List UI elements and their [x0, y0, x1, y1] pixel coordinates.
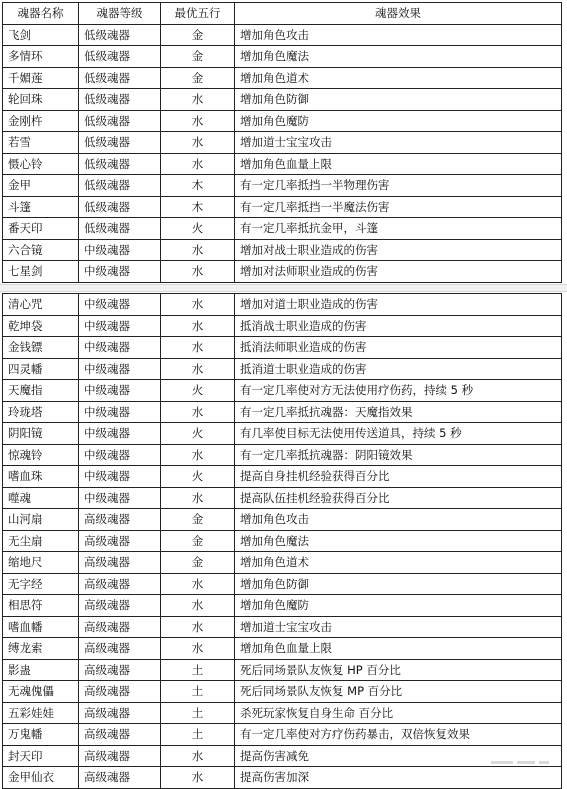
cell-effect: 杀死玩家恢复自身生命 百分比: [235, 702, 562, 724]
cell-name: 相思符: [3, 595, 79, 617]
table-row: [3, 239, 562, 261]
cell-level: 高级魂器: [79, 724, 161, 746]
cell-element: 水: [161, 132, 235, 154]
cell-level: 高级魂器: [79, 767, 161, 789]
cell-effect: 提高自身挂机经验获得百分比: [235, 466, 562, 488]
cell-name: 金刚杵: [3, 110, 79, 132]
cell-effect: 有一定几率抵抗魂器：阴阳镜效果: [235, 444, 562, 466]
cell-name: 番天印: [3, 218, 79, 240]
cell-effect: 增加对战士职业造成的伤害: [235, 239, 562, 261]
cell-name: 七星剑: [3, 261, 79, 283]
cell-name: 万鬼幡: [3, 724, 79, 746]
cell-effect: 提高伤害加深: [235, 767, 562, 789]
cell-element: 水: [161, 358, 235, 380]
cell-level: 中级魂器: [79, 337, 161, 359]
cell-level: 中级魂器: [79, 315, 161, 337]
table-row: [3, 767, 562, 789]
cell-name: 金甲: [3, 175, 79, 197]
table-row: [3, 509, 562, 531]
table-row: [3, 294, 562, 316]
cell-element: 土: [161, 702, 235, 724]
cell-name: 无尘扇: [3, 530, 79, 552]
header-element: 最优五行: [161, 3, 235, 25]
table-row: [3, 175, 562, 197]
cell-name: 四灵幡: [3, 358, 79, 380]
table-row: [3, 89, 562, 111]
cell-element: 火: [161, 380, 235, 402]
cell-name: 缩地尺: [3, 552, 79, 574]
cell-effect: 抵消道士职业造成的伤害: [235, 358, 562, 380]
cell-effect: 增加角色防御: [235, 89, 562, 111]
soul-artifact-table-bottom: [2, 293, 562, 789]
cell-element: 水: [161, 110, 235, 132]
table-row: [3, 358, 562, 380]
cell-level: 中级魂器: [79, 380, 161, 402]
cell-name: 慑心铃: [3, 153, 79, 175]
table-row: [3, 745, 562, 767]
table-row: [3, 67, 562, 89]
cell-level: 中级魂器: [79, 261, 161, 283]
cell-element: 水: [161, 595, 235, 617]
cell-level: 中级魂器: [79, 239, 161, 261]
table-row: [3, 261, 562, 283]
cell-element: 木: [161, 175, 235, 197]
table-row: [3, 132, 562, 154]
table-row: [3, 595, 562, 617]
cell-effect: 增加道士宝宝攻击: [235, 616, 562, 638]
cell-effect: 增加角色血量上限: [235, 153, 562, 175]
cell-level: 高级魂器: [79, 638, 161, 660]
cell-element: 金: [161, 67, 235, 89]
table-row: [3, 487, 562, 509]
watermark: [491, 752, 561, 762]
cell-effect: 有一定几率抵挡一半魔法伤害: [235, 196, 562, 218]
header-name: 魂器名称: [3, 3, 79, 25]
cell-effect: 死后同场景队友恢复 HP 百分比: [235, 659, 562, 681]
cell-name: 若雪: [3, 132, 79, 154]
cell-level: 低级魂器: [79, 46, 161, 68]
cell-level: 高级魂器: [79, 681, 161, 703]
cell-effect: 死后同场景队友恢复 MP 百分比: [235, 681, 562, 703]
cell-level: 高级魂器: [79, 659, 161, 681]
cell-effect: 有一定几率抵抗金甲，斗篷: [235, 218, 562, 240]
cell-element: 水: [161, 315, 235, 337]
cell-effect: 有一定几率使对方疗伤药暴击，双倍恢复效果: [235, 724, 562, 746]
cell-effect: 提高队伍挂机经验获得百分比: [235, 487, 562, 509]
cell-element: 木: [161, 196, 235, 218]
cell-level: 低级魂器: [79, 218, 161, 240]
cell-name: 斗篷: [3, 196, 79, 218]
table-row: [3, 46, 562, 68]
header-level: 魂器等级: [79, 3, 161, 25]
cell-effect: 有一定几率抵抗魂器：天魔指效果: [235, 401, 562, 423]
table-row: [3, 466, 562, 488]
cell-name: 千媚莲: [3, 67, 79, 89]
cell-element: 水: [161, 401, 235, 423]
cell-name: 清心咒: [3, 294, 79, 316]
cell-effect: 抵消法师职业造成的伤害: [235, 337, 562, 359]
cell-level: 中级魂器: [79, 401, 161, 423]
cell-element: 水: [161, 89, 235, 111]
cell-effect: 提高伤害减免: [235, 745, 562, 767]
cell-effect: 增加角色血量上限: [235, 638, 562, 660]
cell-effect: 有一定几率使对方无法使用疗伤药，持续 5 秒: [235, 380, 562, 402]
cell-level: 高级魂器: [79, 509, 161, 531]
table-row: [3, 337, 562, 359]
cell-level: 低级魂器: [79, 132, 161, 154]
cell-name: 嗜血幡: [3, 616, 79, 638]
cell-name: 乾坤袋: [3, 315, 79, 337]
cell-name: 噬魂: [3, 487, 79, 509]
cell-name: 多情环: [3, 46, 79, 68]
cell-name: 轮回珠: [3, 89, 79, 111]
cell-effect: 增加道士宝宝攻击: [235, 132, 562, 154]
cell-effect: 增加对道士职业造成的伤害: [235, 294, 562, 316]
cell-element: 水: [161, 487, 235, 509]
soul-artifact-table-top: [2, 2, 562, 283]
cell-element: 水: [161, 337, 235, 359]
cell-element: 水: [161, 767, 235, 789]
cell-level: 高级魂器: [79, 702, 161, 724]
table-row: [3, 573, 562, 595]
cell-level: 低级魂器: [79, 153, 161, 175]
cell-element: 水: [161, 239, 235, 261]
table-row: [3, 530, 562, 552]
cell-effect: 抵消战士职业造成的伤害: [235, 315, 562, 337]
cell-element: 水: [161, 261, 235, 283]
table-row: [3, 444, 562, 466]
cell-level: 高级魂器: [79, 573, 161, 595]
cell-level: 低级魂器: [79, 196, 161, 218]
cell-level: 中级魂器: [79, 423, 161, 445]
cell-element: 水: [161, 444, 235, 466]
table-row: [3, 24, 562, 46]
cell-name: 惊魂铃: [3, 444, 79, 466]
cell-element: 火: [161, 218, 235, 240]
cell-element: 水: [161, 573, 235, 595]
cell-name: 金钱镖: [3, 337, 79, 359]
cell-level: 低级魂器: [79, 89, 161, 111]
cell-name: 封天印: [3, 745, 79, 767]
cell-effect: 增加角色魔法: [235, 530, 562, 552]
cell-level: 中级魂器: [79, 358, 161, 380]
cell-element: 金: [161, 24, 235, 46]
cell-name: 阴阳镜: [3, 423, 79, 445]
cell-level: 中级魂器: [79, 444, 161, 466]
cell-level: 低级魂器: [79, 110, 161, 132]
cell-name: 缚龙索: [3, 638, 79, 660]
table-row: [3, 423, 562, 445]
cell-effect: 有一定几率抵挡一半物理伤害: [235, 175, 562, 197]
cell-effect: 有几率使目标无法使用传送道具，持续 5 秒: [235, 423, 562, 445]
cell-level: 高级魂器: [79, 530, 161, 552]
cell-effect: 增加角色攻击: [235, 509, 562, 531]
table-row: [3, 218, 562, 240]
cell-level: 中级魂器: [79, 487, 161, 509]
cell-name: 无字经: [3, 573, 79, 595]
header-effect: 魂器效果: [235, 3, 562, 25]
table-row: [3, 153, 562, 175]
cell-name: 无魂傀儡: [3, 681, 79, 703]
table-row: [3, 681, 562, 703]
table-row: [3, 315, 562, 337]
cell-element: 金: [161, 530, 235, 552]
table-row: [3, 638, 562, 660]
cell-effect: 增加角色魔法: [235, 46, 562, 68]
table-row: [3, 552, 562, 574]
cell-effect: 增加角色攻击: [235, 24, 562, 46]
cell-effect: 增加角色道术: [235, 552, 562, 574]
cell-level: 低级魂器: [79, 175, 161, 197]
cell-element: 水: [161, 638, 235, 660]
cell-element: 土: [161, 659, 235, 681]
cell-name: 天魔指: [3, 380, 79, 402]
cell-level: 高级魂器: [79, 552, 161, 574]
cell-level: 高级魂器: [79, 595, 161, 617]
cell-element: 水: [161, 153, 235, 175]
cell-effect: 增加角色防御: [235, 573, 562, 595]
cell-level: 高级魂器: [79, 745, 161, 767]
cell-element: 火: [161, 466, 235, 488]
table-row: [3, 196, 562, 218]
cell-name: 金甲仙衣: [3, 767, 79, 789]
cell-element: 金: [161, 509, 235, 531]
cell-effect: 增加角色魔防: [235, 110, 562, 132]
cell-name: 飞剑: [3, 24, 79, 46]
table-row: [3, 659, 562, 681]
table-row: [3, 401, 562, 423]
table-row: [3, 702, 562, 724]
cell-element: 火: [161, 423, 235, 445]
cell-level: 低级魂器: [79, 24, 161, 46]
cell-level: 高级魂器: [79, 616, 161, 638]
table-row: [3, 724, 562, 746]
cell-element: 水: [161, 745, 235, 767]
cell-element: 水: [161, 616, 235, 638]
page-break: [0, 284, 567, 292]
cell-effect: 增加角色道术: [235, 67, 562, 89]
cell-element: 土: [161, 724, 235, 746]
cell-level: 低级魂器: [79, 67, 161, 89]
table-row: [3, 616, 562, 638]
cell-name: 五彩娃娃: [3, 702, 79, 724]
cell-name: 山河扇: [3, 509, 79, 531]
cell-level: 中级魂器: [79, 466, 161, 488]
cell-name: 六合镜: [3, 239, 79, 261]
header-row: [3, 3, 562, 25]
cell-name: 玲珑塔: [3, 401, 79, 423]
cell-element: 金: [161, 46, 235, 68]
cell-name: 影蛊: [3, 659, 79, 681]
cell-element: 土: [161, 681, 235, 703]
cell-element: 金: [161, 552, 235, 574]
table-row: [3, 110, 562, 132]
cell-effect: 增加对法师职业造成的伤害: [235, 261, 562, 283]
cell-level: 中级魂器: [79, 294, 161, 316]
cell-element: 水: [161, 294, 235, 316]
cell-effect: 增加角色魔防: [235, 595, 562, 617]
cell-name: 嗜血珠: [3, 466, 79, 488]
table-row: [3, 380, 562, 402]
